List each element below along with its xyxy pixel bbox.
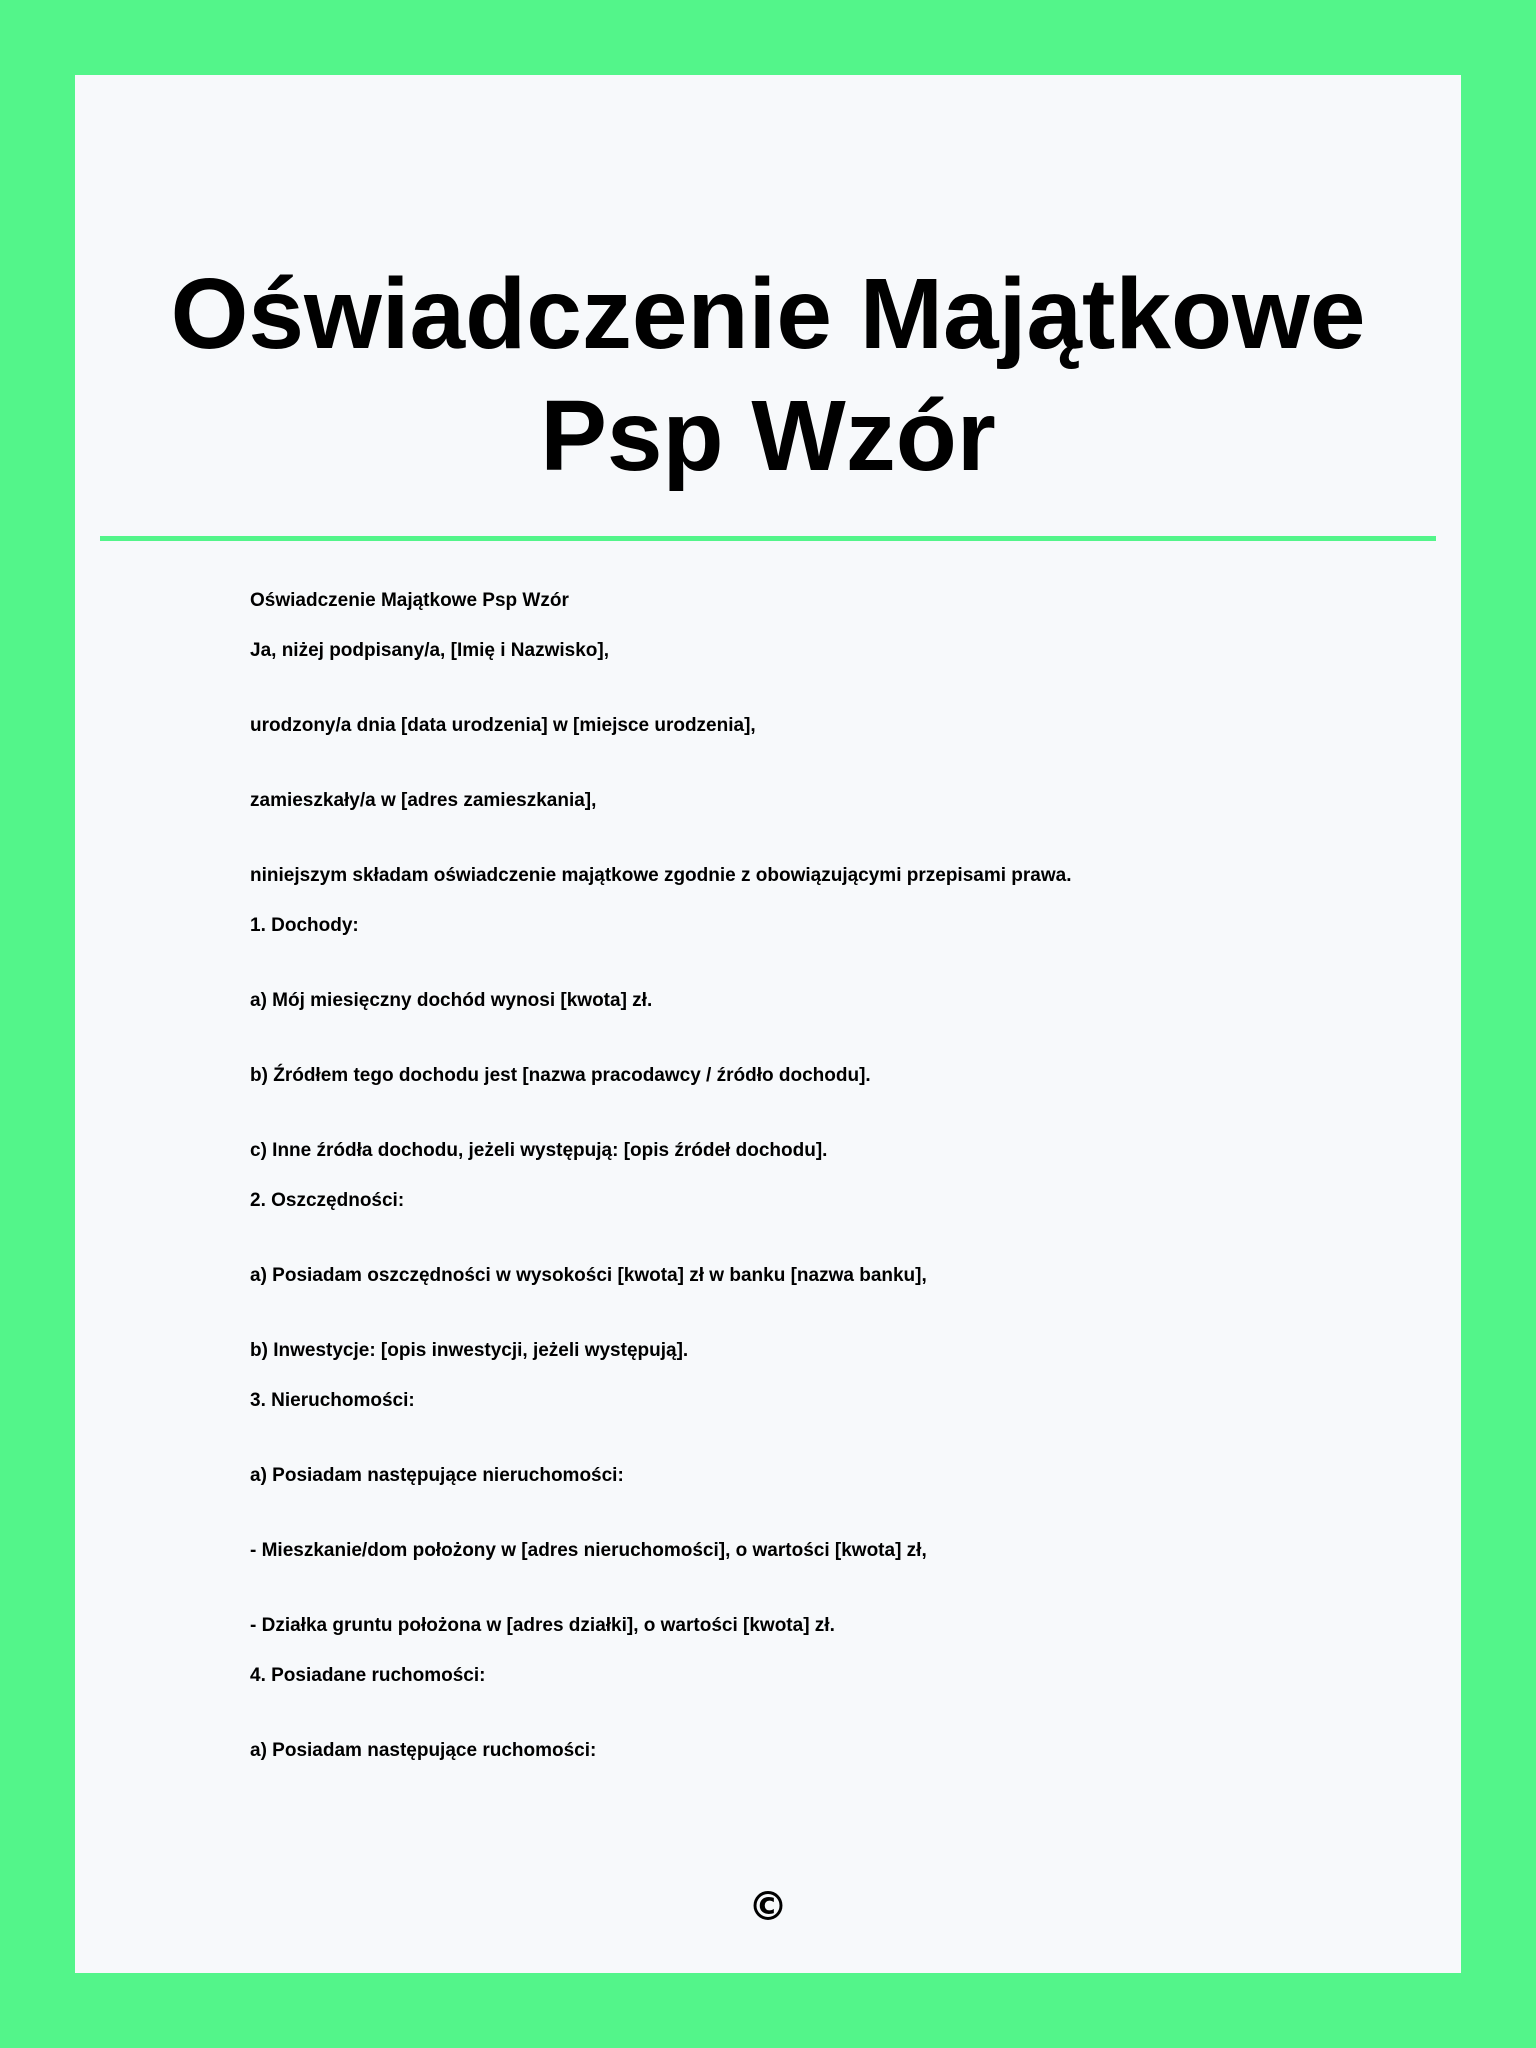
body-line: niniejszym składam oświadczenie majątkowe zgodnie z obowiązującymi przepisami prawa.	[250, 865, 1072, 886]
body-line: a) Posiadam oszczędności w wysokości [kwota] zł w banku [nazwa banku],	[250, 1265, 927, 1286]
document-page	[75, 75, 1461, 1973]
title-divider	[100, 536, 1436, 541]
body-line: Ja, niżej podpisany/a, [Imię i Nazwisko],	[250, 640, 609, 661]
body-line: b) Inwestycje: [opis inwestycji, jeżeli występują].	[250, 1340, 689, 1361]
body-line: urodzony/a dnia [data urodzenia] w [miejsce urodzenia],	[250, 715, 756, 736]
body-heading: Oświadczenie Majątkowe Psp Wzór	[250, 590, 569, 611]
body-line: zamieszkały/a w [adres zamieszkania],	[250, 790, 597, 811]
body-line: - Mieszkanie/dom położony w [adres nieruchomości], o wartości [kwota] zł,	[250, 1540, 927, 1561]
body-line: - Działka gruntu położona w [adres działki], o wartości [kwota] zł.	[250, 1615, 835, 1636]
section-heading: 2. Oszczędności:	[250, 1190, 405, 1211]
body-line: c) Inne źródła dochodu, jeżeli występują: [opis źródeł dochodu].	[250, 1140, 828, 1161]
section-heading: 4. Posiadane ruchomości:	[250, 1665, 486, 1686]
section-heading: 3. Nieruchomości:	[250, 1390, 415, 1411]
body-line: a) Posiadam następujące nieruchomości:	[250, 1465, 624, 1486]
title-line-2: Psp Wzór	[540, 380, 996, 492]
body-line: a) Mój miesięczny dochód wynosi [kwota] zł.	[250, 990, 653, 1011]
body-line: a) Posiadam następujące ruchomości:	[250, 1740, 597, 1761]
document-title	[75, 253, 1461, 497]
body-line: b) Źródłem tego dochodu jest [nazwa pracodawcy / źródło dochodu].	[250, 1065, 871, 1086]
copyright-icon: ©	[748, 1884, 788, 1930]
title-line-1: Oświadczenie Majątkowe	[170, 258, 1366, 370]
section-heading: 1. Dochody:	[250, 915, 359, 936]
